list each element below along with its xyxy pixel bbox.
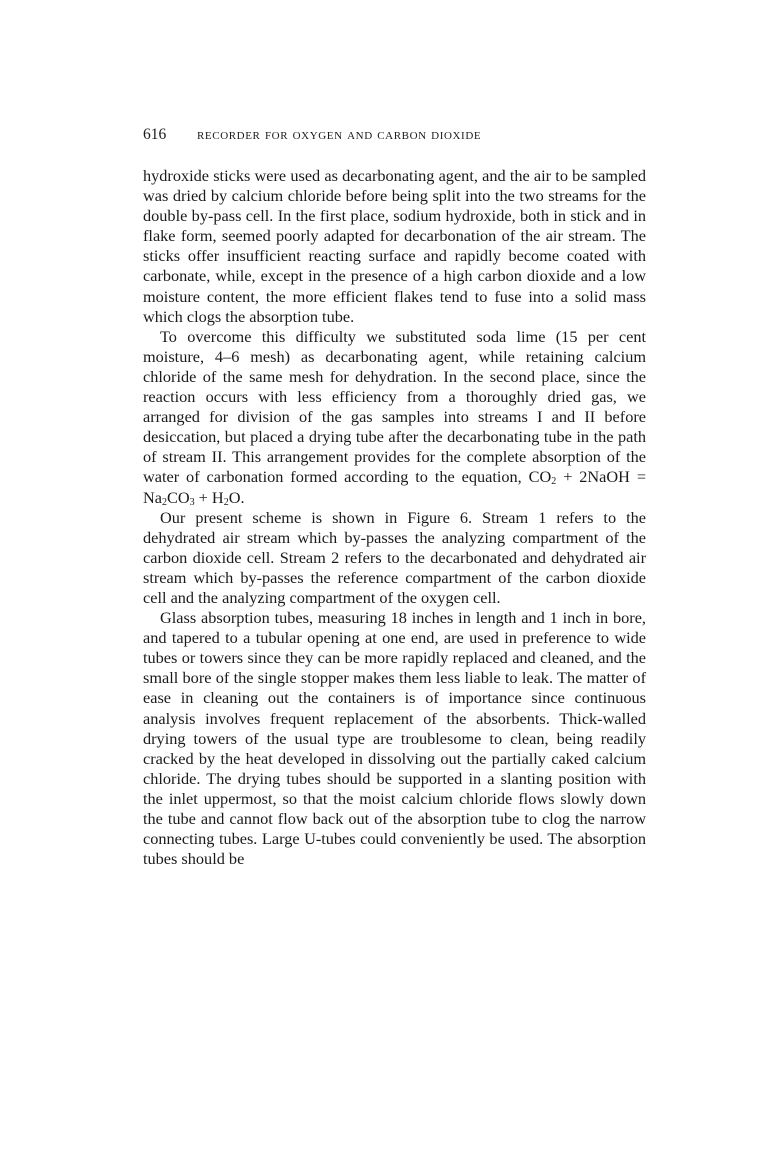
paragraph-1: hydroxide sticks were used as decarbonating agent, and the air to be sampled was dried by calcium chloride before being split into the two streams for the double by-pass cell. In the first place, sodium hydroxide, both in stick and in flake form, seemed poorly adapted for decarbonation of the air stream. The sticks offer insufficient reacting surface and rapidly become coated with carbonate, while, except in the presence of a high carbon dioxide and a low moisture content, the more efficient flakes tend to fuse into a solid mass which clogs the absorption tube. bbox=[143, 166, 646, 326]
document-page bbox=[143, 126, 646, 869]
paragraph-2 bbox=[143, 327, 646, 508]
running-header bbox=[143, 126, 646, 148]
chemical-equation: $CO_2$ + 2NaOH = $Na_2CO_3 + H_2O$. bbox=[143, 467, 647, 508]
running-title: recorder for oxygen and carbon dioxide bbox=[197, 126, 482, 143]
paragraph-2-text: To overcome this difficulty we substituted soda lime (15 per cent moisture, 4–6 mesh) as decarbonating agent, while retaining calcium chloride of the same mesh for dehydration. In the second place, since the reaction occurs with less efficiency from a thoroughly dried gas, we arranged for division of the gas samples into streams I and II before desiccation, but placed a drying tube after the decarbonating tube in the path of stream II. This arrangement provides for the complete absorption of the water of carbonation formed according to the equation, bbox=[143, 326, 646, 487]
paragraph-3: Our present scheme is shown in Figure 6. Stream 1 refers to the dehydrated air stream which by-passes the analyzing compartment of the carbon dioxide cell. Stream 2 refers to the decarbonated and dehydrated air stream which by-passes the reference compartment of the carbon dioxide cell and the analyzing compartment of the oxygen cell. bbox=[143, 507, 646, 607]
page-number: 616 bbox=[143, 126, 167, 143]
paragraph-4: Glass absorption tubes, measuring 18 inches in length and 1 inch in bore, and tapered to a tubular opening at one end, are used in preference to wide tubes or towers since they can be more rapidly replaced and cleaned, and the small bore of the single stopper makes them less liable to leak. The matter of ease in cleaning out the containers is of importance since continuous analysis involves frequent replacement of the absorbents. Thick-walled drying towers of the usual type are troublesome to clean, being readily cracked by the heat developed in dissolving out the partially caked calcium chloride. The drying tubes should be supported in a slanting position with the inlet uppermost, so that the moist calcium chloride flows slowly down the tube and cannot flow back out of the absorption tube to clog the narrow connecting tubes. Large U-tubes could conveniently be used. The absorption tubes should be bbox=[143, 608, 646, 869]
body-text bbox=[143, 166, 646, 869]
